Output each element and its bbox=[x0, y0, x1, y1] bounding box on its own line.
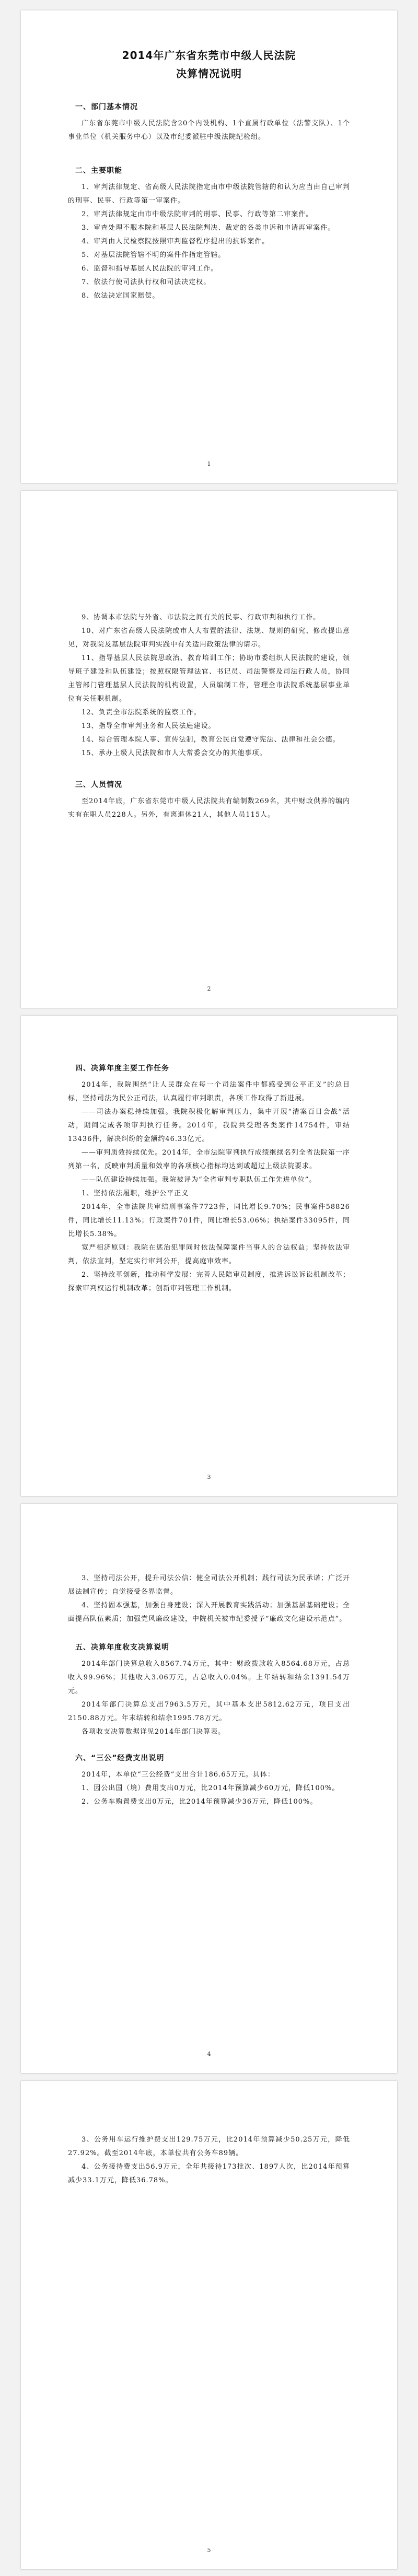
paragraph: 2014年，我院围绕“让人民群众在每一个司法案件中都感受到公平正义”的总目标，坚持司法为民公正司法，认真履行审判职责，各项工作取得了新进展。 bbox=[68, 1081, 350, 1102]
paragraph: 各项收支决算数据详见2014年部门决算表。 bbox=[82, 1728, 226, 1736]
document-page-1 bbox=[21, 10, 397, 483]
paragraph: ——司法办案稳持续加强。我院积极化解审判压力，集中开展“清案百日会战”活动，期间完成各项审判执行任务。2014年，我院共受理各类案件14754件，审结13436件，解决纠纷的金额约46.33亿元。 bbox=[68, 1108, 350, 1143]
paragraph: 1、坚持依法履职，维护公平正义 bbox=[82, 1190, 189, 1197]
paragraph: 4、坚持固本强基，加强自身建设；深入开展教育实践活动；加强基层基础建设；全面提高队伍素质；加强党风廉政建设，中院机关被市纪委授予“廉政文化建设示范点”。 bbox=[68, 1602, 350, 1623]
page-number: 1 bbox=[207, 461, 211, 467]
paragraph: 1、因公出国（境）费用支出0万元，比2014年预算减少60万元，降低100%。 bbox=[82, 1784, 340, 1792]
list-item: 8、依法决定国家赔偿。 bbox=[82, 292, 160, 300]
paragraph: 2、公务车购置费支出0万元，比2014年预算减少36万元，降低100%。 bbox=[82, 1798, 318, 1806]
list-item: 12、负责全市法院系统的监察工作。 bbox=[82, 709, 201, 716]
list-item: 9、协调本市法院与外省、市法院之间有关的民事、行政审判和执行工作。 bbox=[82, 614, 321, 621]
paragraph: 2、坚持改革创新，推动科学发展：完善人民陪审员制度，推进诉讼诉讼机制改革；探索审判权运行机制改革；创新审判管理工作机制。 bbox=[68, 1271, 350, 1292]
paragraph: 2014年部门决算总支出7963.5万元，其中基本支出5812.62万元，项目支出2150.88万元。年末结转和结余1995.78万元。 bbox=[68, 1701, 350, 1722]
paragraph: 4、公务接待费支出56.9万元，全年共接待173批次、1897人次，比2014年预算减少33.1万元，降低36.78%。 bbox=[68, 2163, 350, 2184]
section-heading-staff: 三、人员情况 bbox=[75, 781, 122, 789]
section-heading-functions: 二、主要职能 bbox=[75, 167, 122, 175]
list-item: 13、指导全市审判业务和人民法庭建设。 bbox=[82, 722, 216, 730]
paragraph: 3、公务用车运行维护费支出129.75万元，比2014年预算减少50.25万元，降低27.92%。截至2014年底，本单位共有公务车89辆。 bbox=[68, 2136, 350, 2157]
section-heading-basic-info: 一、部门基本情况 bbox=[75, 103, 138, 111]
list-item: 15、承办上级人民法院和市人大常委会交办的其他事项。 bbox=[82, 749, 267, 757]
document-title: 2014年广东省东莞市中级人民法院 bbox=[122, 49, 296, 62]
list-item: 6、监督和指导基层人民法院的审判工作。 bbox=[82, 265, 218, 273]
list-item: 1、审判法律规定、省高级人民法院指定由市中级法院管辖的和认为应当由自己审判的刑事、民事、行政等第一审案件。 bbox=[68, 183, 350, 205]
page-number: 5 bbox=[207, 2547, 211, 2554]
list-item: 2、审判法律规定由市中级法院审判的刑事、民事、行政等第二审案件。 bbox=[82, 210, 314, 218]
document-subtitle: 决算情况说明 bbox=[176, 67, 242, 80]
page-number: 3 bbox=[207, 1474, 211, 1480]
document-page-4 bbox=[21, 1504, 397, 2073]
list-item: 14、综合管理本院人事、宣传法制，教育公民自觉遵守宪法、法律和社会公德。 bbox=[82, 736, 340, 744]
page-number: 4 bbox=[207, 2051, 211, 2057]
paragraph: ——审判质效持续优先。2014年，全市法院审判执行成绩继续名列全省法院第一序列第一名，反映审判质量和效率的各项核心指标均达到或超过上级法院要求。 bbox=[68, 1149, 350, 1170]
section-heading-main-tasks: 四、决算年度主要工作任务 bbox=[75, 1064, 169, 1073]
list-item: 10、对广东省高级人民法院或市人大布置的法律、法规、规则的研究、修改提出意见，对我院及基层法院审判实践中有关适用政策法律的请示。 bbox=[68, 627, 350, 649]
paragraph: 2014年，本单位“三公经费”支出合计186.65万元。具体： bbox=[82, 1771, 275, 1779]
list-item: 4、审判由人民检察院按照审判监督程序提出的抗诉案件。 bbox=[82, 238, 270, 245]
paragraph: 宽严相济原则：我院在惩治犯罪同时依法保障案件当事人的合法权益；坚持依法审判，依法宣判，坚定实行审判公开，提高庭审效率。 bbox=[68, 1244, 350, 1265]
document-page-3 bbox=[21, 1016, 397, 1496]
section-heading-three-public: 六、“三公”经费支出说明 bbox=[75, 1754, 165, 1762]
list-item: 7、依法行使司法执行权和司法决定权。 bbox=[82, 278, 211, 286]
paragraph: 2014年部门决算总收入8567.74万元，其中：财政拨款收入8564.68万元，占总收入99.96%；其他收入3.06万元，占总收入0.04%。上年结转和结余1391.54万元。 bbox=[68, 1660, 350, 1695]
page-number: 2 bbox=[207, 985, 211, 992]
section-heading-budget: 五、决算年度收支决算说明 bbox=[75, 1643, 169, 1652]
document-page-5 bbox=[21, 2081, 397, 2569]
paragraph: 广东省东莞市中级人民法院含20个内设机构、1个直属行政单位（法警支队）、1个事业单位（机关服务中心）以及市纪委派驻中级法院纪检组。 bbox=[68, 120, 350, 141]
list-item: 5、对基层法院管辖不明的案件作指定管辖。 bbox=[82, 251, 226, 259]
list-item: 3、审查处理不服本院和基层人民法院判决、裁定的各类申诉和申请再审案件。 bbox=[82, 224, 335, 232]
list-item: 11、指导基层人民法院思政治、教育培训工作；协助市委组织人民法院的建设，领导班子建设和队伍建设；按照权限管理法官、书记员、司法警察及司法行政人员，协同主管部门管理基层人民法院的机构设置，人员编制工作，管理全市法院系统基层事业单位有关任职机制。 bbox=[68, 654, 350, 703]
paragraph: 至2014年底，广东省东莞市中级人民法院共有编制数269名，其中财政供养的编内实有在职人员228人。另外，有离退休21人，其他人员115人。 bbox=[68, 797, 350, 819]
document-page-2 bbox=[21, 491, 397, 1008]
paragraph: 3、坚持司法公开，提升司法公信：健全司法公开机制；践行司法为民承诺；广泛开展法制宣传；自觉接受各界监督。 bbox=[68, 1574, 350, 1596]
paragraph: ——队伍建设持续加强。我院被评为“全省审判专职队伍工作先进单位”。 bbox=[82, 1176, 317, 1184]
paragraph: 2014年，全市法院共审结刑事案件7723件，同比增长9.70%；民事案件58826件，同比增长11.13%；行政案件701件，同比增长53.06%；执结案件33095件，同比增长5.38%。 bbox=[68, 1203, 350, 1238]
